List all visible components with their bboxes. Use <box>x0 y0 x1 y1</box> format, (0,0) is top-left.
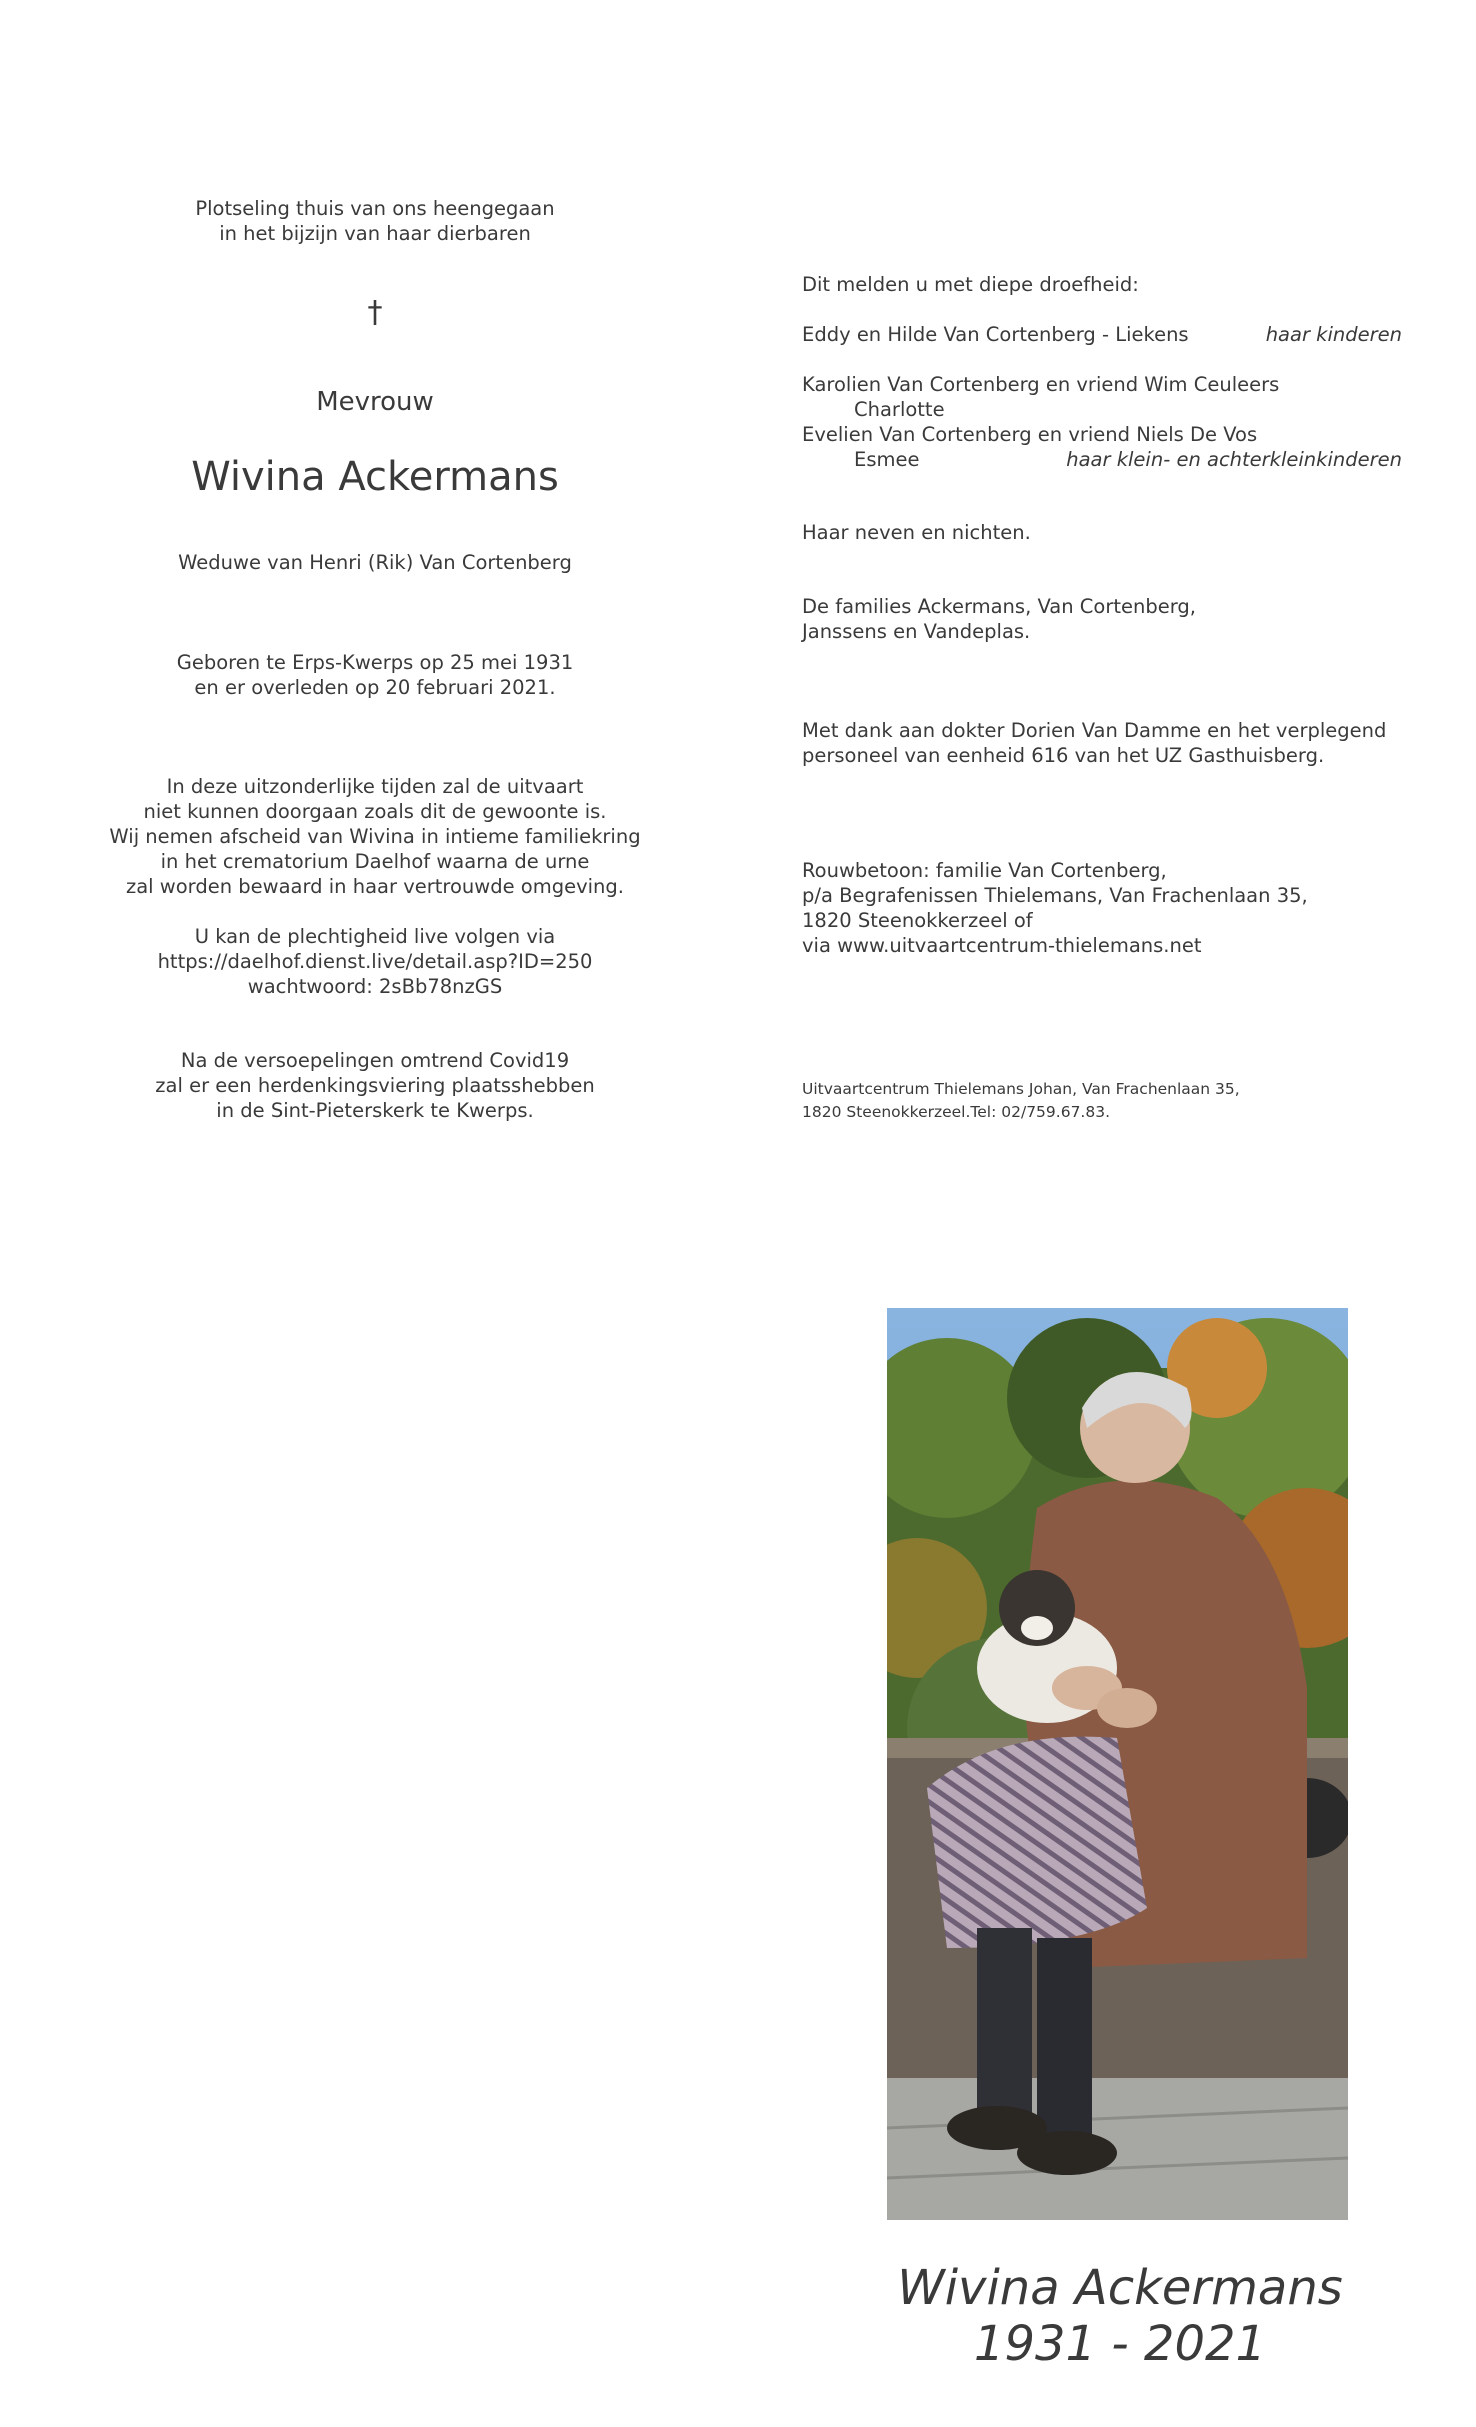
funeral-line: in het crematorium Daelhof waarna de urne <box>160 850 590 873</box>
undertaker-line: 1820 Steenokkerzeel.Tel: 02/759.67.83. <box>802 1103 1111 1121</box>
intro-line: in het bijzijn van haar dierbaren <box>219 222 531 245</box>
announcement: Dit melden u met diepe droefheid: <box>802 273 1139 296</box>
death-line: en er overleden op 20 februari 2021. <box>194 676 556 699</box>
covid-line: Na de versoepelingen omtrend Covid19 <box>180 1049 570 1072</box>
funeral-line: Wij nemen afscheid van Wivina in intieme familiekring <box>109 825 641 848</box>
memorial-years: 1931 - 2021 <box>973 2316 1267 2372</box>
families-line: De families Ackermans, Van Cortenberg, <box>802 595 1196 618</box>
deceased-name: Wivina Ackermans <box>191 454 559 500</box>
thanks-line: Met dank aan dokter Dorien Van Damme en het verplegend <box>802 719 1387 742</box>
thanks-text <box>802 718 1442 768</box>
memorial-name: Wivina Ackermans <box>897 2260 1343 2316</box>
children-names: Eddy en Hilde Van Cortenberg - Liekens <box>802 323 1189 346</box>
portrait-photo <box>887 1308 1348 2220</box>
funeral-text <box>90 774 660 899</box>
undertaker-line: Uitvaartcentrum Thielemans Johan, Van Frachenlaan 35, <box>802 1080 1240 1098</box>
families-line: Janssens en Vandeplas. <box>802 620 1031 643</box>
grandchildren-role: haar klein- en achterkleinkinderen <box>1066 448 1402 471</box>
covid-line: in de Sint-Pieterskerk te Kwerps. <box>216 1099 534 1122</box>
birth-line: Geboren te Erps-Kwerps op 25 mei 1931 <box>176 651 574 674</box>
condolence-line: p/a Begrafenissen Thielemans, Van Frachenlaan 35, <box>802 884 1308 907</box>
condolence-line: Rouwbetoon: familie Van Cortenberg, <box>802 859 1167 882</box>
great-grandchild-name: Esmee <box>854 448 920 471</box>
livestream-text <box>90 924 660 999</box>
funeral-line: niet kunnen doorgaan zoals dit de gewoonte is. <box>143 800 607 823</box>
funeral-line: In deze uitzonderlijke tijden zal de uitvaart <box>166 775 584 798</box>
intro-text <box>90 196 660 246</box>
grandchildren-block <box>802 372 1442 472</box>
great-grandchild-name: Charlotte <box>854 398 945 421</box>
condolence-link[interactable]: via www.uitvaartcentrum-thielemans.net <box>802 934 1202 957</box>
thanks-line: personeel van eenheid 616 van het UZ Gasthuisberg. <box>802 744 1325 767</box>
covid-text <box>90 1048 660 1123</box>
cross-icon: † <box>367 295 383 330</box>
condolence-line: 1820 Steenokkerzeel of <box>802 909 1033 932</box>
families-text <box>802 594 1442 644</box>
covid-line: zal er een herdenkingsviering plaatsshebben <box>155 1074 595 1097</box>
grandchild-line: Evelien Van Cortenberg en vriend Niels De Vos <box>802 423 1258 446</box>
honorific: Mevrouw <box>316 387 434 417</box>
condolence-text <box>802 858 1442 958</box>
children-role: haar kinderen <box>1265 323 1402 346</box>
livestream-line: U kan de plechtigheid live volgen via <box>194 925 556 948</box>
undertaker-text <box>802 1078 1442 1124</box>
intro-line: Plotseling thuis van ons heengegaan <box>195 197 555 220</box>
grandchild-line: Karolien Van Cortenberg en vriend Wim Ceuleers <box>802 373 1280 396</box>
birth-death-text <box>90 650 660 700</box>
children-row <box>802 322 1442 347</box>
funeral-line: zal worden bewaard in haar vertrouwde omgeving. <box>125 875 624 898</box>
nephews-text: Haar neven en nichten. <box>802 521 1031 544</box>
livestream-link[interactable]: https://daelhof.dienst.live/detail.asp?ID=250 <box>157 950 593 973</box>
widow-text: Weduwe van Henri (Rik) Van Cortenberg <box>178 551 572 574</box>
livestream-password: wachtwoord: 2sBb78nzGS <box>247 975 503 998</box>
